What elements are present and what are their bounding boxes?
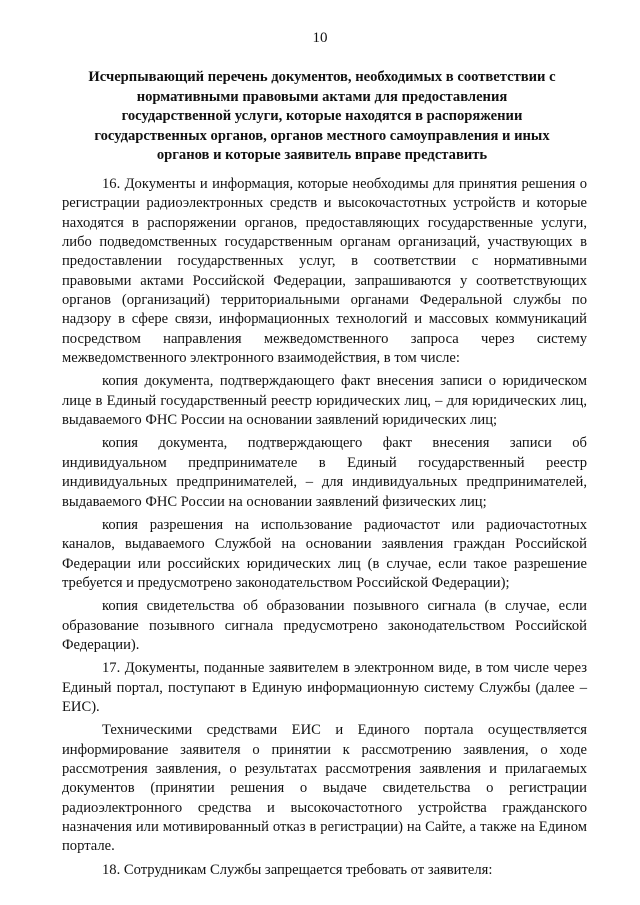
section-heading: Исчерпывающий перечень документов, необходимых в соответствии с нормативными правовыми актами для предоставления государственной услуги, которые находятся в распоряжении государственных органов, органов местного самоуправления и иных органов и которые заявитель вправе представить: [88, 69, 556, 164]
paragraph-eis-informing: Техническими средствами ЕИС и Единого портала осуществляется информирование заявителя о принятии к рассмотрению заявления, о ходе рассмотрения заявления, о результатах рассмотрения заявления и прилагаемых документов (принятии решения о выдаче свидетельства о регистрации радиоэлектронного средства и высокочастотного устройства гражданского назначения или мотивированный отказ в регистрации) на Сайте, а также на Едином портале.: [62, 722, 587, 855]
paragraph-item-egrul: копия документа, подтверждающего факт внесения записи о юридическом лице в Единый государственный реестр юридических лиц, – для юридических лиц, выдаваемого ФНС России на основании заявлений юридических лиц;: [62, 373, 587, 429]
body-text: [62, 175, 587, 884]
page-number: 10: [312, 30, 328, 46]
paragraph-18: 18. Сотрудникам Службы запрещается требовать от заявителя:: [102, 861, 493, 878]
paragraph-17: 17. Документы, поданные заявителем в электронном виде, в том числе через Единый портал, поступают в Единую информационную систему Службы (далее – ЕИС).: [62, 660, 587, 715]
paragraph-item-call-sign: копия свидетельства об образовании позывного сигнала (в случае, если образование позывного сигнала предусмотрено законодательством Российской Федерации).: [62, 598, 587, 653]
paragraph-16: 16. Документы и информация, которые необходимы для принятия решения о регистрации радиоэлектронных средств и высокочастотных устройств и которые находятся в распоряжении органов, предоставляющих государственные услуги, либо подведомственных государственным органам организаций, участвующих в предоставлении государственных услуг, в соответствии с нормативными правовыми актами Российской Федерации, запрашиваются у соответствующих органов (организаций) территориальными органами Федеральной службы по надзору в сфере связи, информационных технологий и массовых коммуникаций посредством направления межведомственного запроса через систему межведомственного электронного взаимодействия, в том числе:: [62, 176, 587, 367]
paragraph-item-radio-permit: копия разрешения на использование радиочастот или радиочастотных каналов, выдаваемого Службой на основании заявления граждан Российской Федерации или российских юридических лиц (в случае, если такое разрешение требуется и предусмотрено законодательством Российской Федерации);: [62, 516, 587, 591]
paragraph-item-egrip: копия документа, подтверждающего факт внесения записи об индивидуальном предпринимателе в Единый государственный реестр индивидуальных предпринимателей, – для индивидуальных предпринимателей, выдаваемого ФНС России на основании заявлений физических лиц;: [62, 435, 587, 510]
